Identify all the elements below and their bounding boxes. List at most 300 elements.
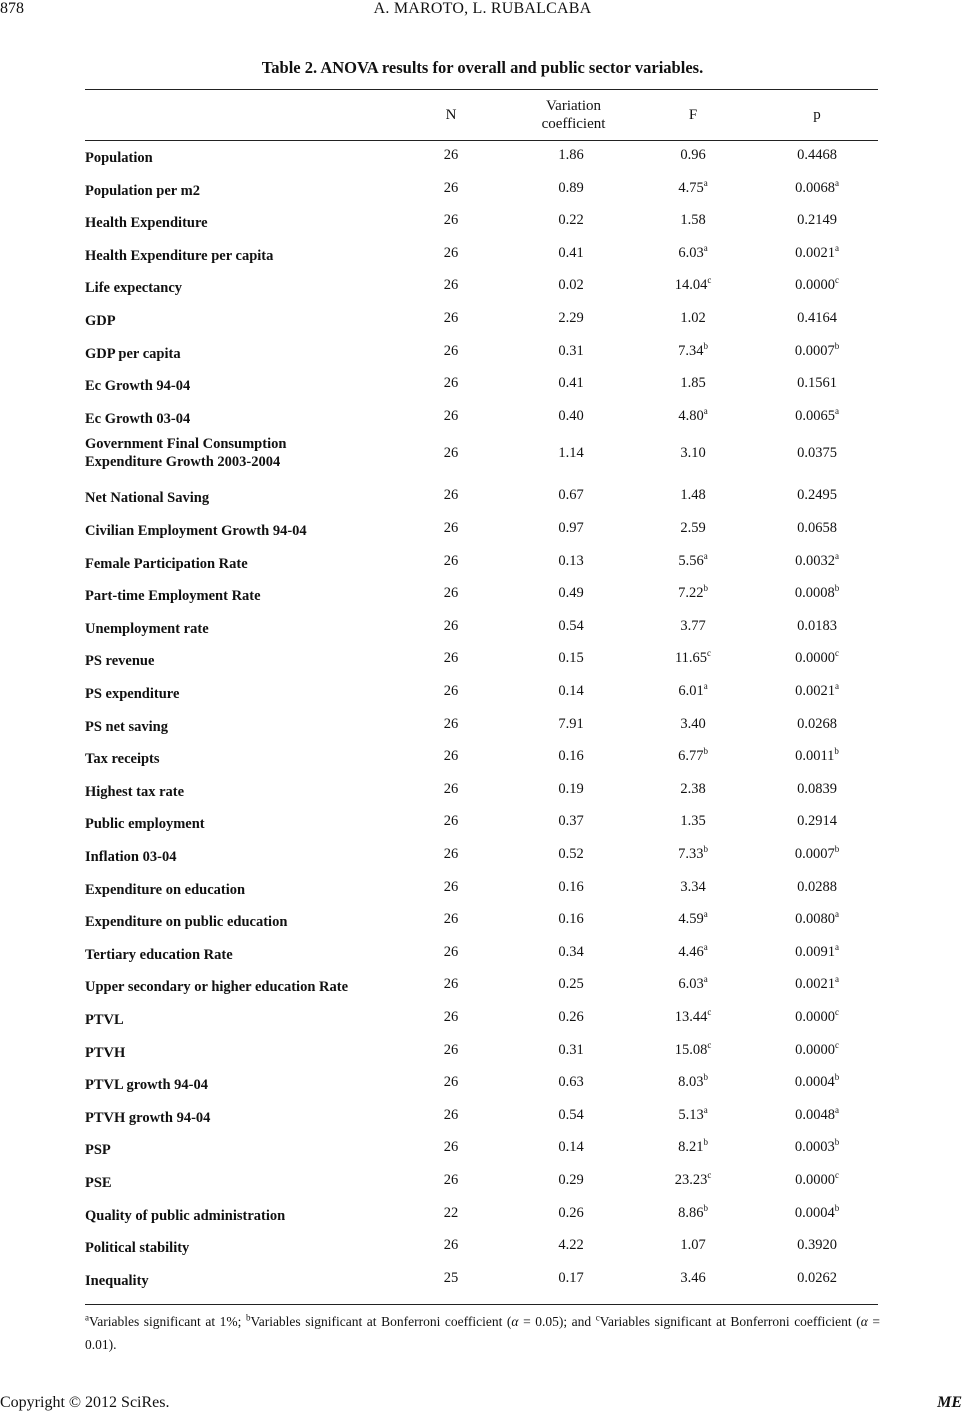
cell-p [782, 1236, 852, 1254]
cell-n-value: 26 [443, 1041, 459, 1058]
cell-variation-coefficient [536, 617, 606, 635]
cell-n-value: 25 [443, 1269, 459, 1286]
cell-f [658, 747, 728, 765]
significance-mark: a [834, 242, 839, 253]
significance-mark: b [703, 1072, 708, 1083]
significance-mark: a [834, 1104, 839, 1115]
significance-mark: c [707, 1039, 712, 1050]
cell-f [658, 486, 728, 504]
cell-variation-coefficient [536, 878, 606, 896]
cell-n-value: 26 [443, 683, 459, 699]
cell-p [782, 845, 852, 863]
significance-mark: c [834, 1170, 839, 1181]
row-label-line: Population [85, 150, 153, 166]
cell-variation-coefficient [536, 1106, 606, 1124]
cell-f-value: 3.46 [680, 1269, 706, 1286]
cell-variation-coefficient-value: 0.89 [558, 179, 584, 196]
row-label-line: Highest tax rate [85, 783, 185, 800]
row-label-line: Part-time Employment Rate [85, 588, 261, 605]
cell-f-value: 3.34 [680, 878, 706, 895]
significance-mark: b [703, 340, 708, 351]
cell-f-value: 3.40 [680, 715, 706, 732]
cell-n [416, 374, 486, 392]
cell-variation-coefficient-value: 0.29 [558, 1172, 584, 1188]
significance-mark: a [834, 681, 839, 692]
cell-n-value: 26 [443, 846, 459, 862]
cell-n-value: 26 [443, 1106, 459, 1123]
significance-mark: b [703, 1202, 708, 1213]
significance-mark: a [834, 177, 839, 188]
table-row [85, 1041, 878, 1071]
significance-mark: b [834, 1202, 840, 1213]
cell-variation-coefficient [536, 649, 606, 667]
cell-p-value: 0.0007 [794, 846, 835, 862]
cell-f [658, 1138, 728, 1156]
cell-variation-coefficient [536, 812, 606, 830]
cell-n-value: 26 [443, 212, 459, 229]
table-row [85, 1171, 878, 1201]
row-label [85, 1174, 112, 1192]
row-label-line: Population per m2 [85, 182, 200, 199]
cell-variation-coefficient [536, 1269, 606, 1287]
row-label-line: Health Expenditure per capita [85, 247, 274, 264]
cell-p-value: 0.0032 [795, 552, 835, 569]
cell-f [658, 878, 728, 896]
cell-variation-coefficient-value: 0.17 [558, 1269, 584, 1286]
cell-n [416, 1008, 486, 1026]
cell-n [416, 342, 486, 360]
row-label [85, 881, 245, 899]
table-row [85, 374, 878, 404]
significance-mark: a [703, 405, 708, 416]
cell-f-value: 1.02 [680, 310, 706, 326]
table-row [85, 649, 878, 679]
table-row [85, 552, 878, 582]
cell-variation-coefficient-value: 0.34 [558, 943, 584, 960]
row-label-line: Government Final Consumption [85, 436, 287, 453]
table-row [85, 584, 878, 614]
table-row [85, 943, 878, 973]
cell-p [782, 276, 852, 294]
cell-f-value: 2.59 [680, 520, 706, 536]
cell-p [782, 584, 852, 602]
cell-n-value: 26 [443, 585, 459, 602]
cell-variation-coefficient [536, 244, 606, 262]
row-label-line: PS net saving [85, 718, 168, 735]
cell-p-value: 0.1561 [797, 375, 837, 392]
cell-p [782, 943, 852, 961]
cell-variation-coefficient [536, 780, 606, 798]
significance-mark: b [834, 746, 839, 757]
cell-p-value: 0.2914 [797, 813, 837, 830]
row-label-line: Expenditure on education [85, 881, 246, 898]
cell-p [782, 1041, 852, 1059]
row-label [85, 182, 200, 200]
cell-f-value: 14.04 [674, 277, 708, 294]
cell-n-value: 26 [443, 943, 459, 960]
cell-variation-coefficient [536, 309, 606, 327]
cell-n-value: 26 [443, 179, 459, 196]
cell-f-value: 4.75 [678, 179, 704, 196]
table-row [85, 1269, 878, 1299]
cell-variation-coefficient [536, 486, 606, 504]
cell-variation-coefficient-value: 0.22 [558, 212, 584, 229]
cell-p-value: 0.0091 [795, 943, 835, 960]
cell-variation-coefficient [536, 1073, 606, 1091]
cell-variation-coefficient-value: 1.86 [558, 147, 584, 163]
cell-variation-coefficient [536, 943, 606, 961]
row-label-line: Public employment [85, 816, 205, 833]
row-label [85, 718, 168, 736]
table-row [85, 975, 878, 1005]
footnote-c-text: Variables significant at Bonferroni coefficient ( [599, 1314, 861, 1329]
cell-f [658, 812, 728, 830]
cell-f-value: 7.22 [678, 585, 704, 602]
cell-n [416, 1236, 486, 1254]
cell-p-value: 0.4164 [797, 310, 837, 326]
cell-variation-coefficient [536, 1171, 606, 1189]
cell-n-value: 26 [443, 342, 459, 359]
cell-p-value: 0.0658 [797, 520, 837, 536]
significance-mark: c [834, 1039, 839, 1050]
cell-n-value: 26 [443, 310, 459, 326]
cell-f [658, 1204, 728, 1222]
cell-p-value: 0.0011 [795, 748, 835, 765]
cell-n-value: 26 [443, 1074, 459, 1091]
row-label-line: PTVH [85, 1044, 126, 1061]
cell-f [658, 519, 728, 537]
cell-f [658, 649, 728, 667]
cell-f [658, 444, 728, 462]
cell-n [416, 780, 486, 798]
row-label-line: Net National Saving [85, 490, 210, 507]
cell-p-value: 0.0839 [797, 780, 837, 797]
row-label [85, 1076, 208, 1094]
cell-f-value: 6.03 [678, 976, 704, 993]
cell-p-value: 0.0000 [795, 650, 835, 667]
table-bottom-rule [85, 1304, 878, 1305]
significance-mark: c [834, 275, 839, 286]
cell-n [416, 179, 486, 197]
cell-p [782, 519, 852, 537]
row-label-line: Life expectancy [85, 280, 183, 297]
cell-n-value: 26 [443, 520, 459, 536]
row-label-line: Expenditure on public education [85, 914, 288, 931]
cell-p [782, 878, 852, 896]
cell-f-value: 8.21 [678, 1139, 704, 1156]
cell-p [782, 1073, 852, 1091]
row-label [85, 587, 261, 605]
cell-f [658, 342, 728, 360]
cell-f [658, 1008, 728, 1026]
cell-n [416, 519, 486, 537]
table-row [85, 812, 878, 842]
row-label-line: Unemployment rate [85, 620, 209, 637]
cell-f-value: 3.10 [680, 445, 706, 462]
cell-variation-coefficient [536, 1041, 606, 1059]
significance-mark: c [707, 275, 712, 286]
row-label [85, 489, 209, 507]
significance-mark: a [703, 550, 708, 561]
cell-f [658, 943, 728, 961]
cell-variation-coefficient-value: 0.67 [558, 487, 584, 504]
footnote-b-text: Variables significant at Bonferroni coefficient ( [250, 1314, 512, 1329]
cell-n [416, 407, 486, 425]
cell-p-value: 0.0183 [797, 617, 837, 634]
cell-f-value: 1.58 [680, 212, 706, 229]
row-label [85, 279, 182, 297]
cell-variation-coefficient-value: 0.16 [558, 878, 584, 895]
footnote-mark-b: b [245, 1312, 251, 1323]
cell-n [416, 486, 486, 504]
cell-variation-coefficient [536, 1138, 606, 1156]
cell-variation-coefficient-value: 2.29 [558, 310, 584, 326]
cell-n [416, 649, 486, 667]
row-label [85, 247, 273, 265]
cell-n [416, 146, 486, 164]
cell-f [658, 1041, 728, 1059]
cell-variation-coefficient [536, 211, 606, 229]
table-row [85, 747, 878, 777]
cell-variation-coefficient [536, 146, 606, 164]
cell-p [782, 407, 852, 425]
cell-f [658, 552, 728, 570]
row-label [85, 1109, 210, 1127]
table-row [85, 878, 878, 908]
alpha-symbol: α [860, 1314, 868, 1329]
cell-n-value: 26 [443, 407, 459, 424]
cell-p-value: 0.0288 [797, 878, 837, 895]
cell-n-value: 26 [443, 277, 459, 294]
cell-variation-coefficient-value: 0.02 [558, 277, 584, 294]
significance-mark: a [703, 941, 708, 952]
row-label [85, 913, 287, 931]
cell-n-value: 26 [443, 487, 459, 504]
table-row [85, 342, 878, 372]
cell-n [416, 747, 486, 765]
cell-p-value: 0.0007 [794, 342, 835, 359]
page-number: 878 [0, 0, 24, 17]
row-label [85, 978, 348, 996]
table-row [85, 780, 878, 810]
cell-variation-coefficient [536, 1236, 606, 1254]
cell-n-value: 26 [443, 1009, 459, 1025]
cell-variation-coefficient-value: 0.26 [558, 1009, 584, 1025]
table-row [85, 715, 878, 745]
cell-n [416, 244, 486, 262]
cell-variation-coefficient-value: 0.54 [558, 1106, 584, 1123]
significance-mark: a [834, 550, 839, 561]
significance-mark: a [834, 974, 839, 985]
cell-variation-coefficient [536, 374, 606, 392]
cell-p-value: 0.0068 [795, 179, 835, 196]
significance-mark: c [707, 648, 712, 659]
row-label [85, 1207, 285, 1225]
row-label-line: PS expenditure [85, 686, 180, 702]
row-label [85, 149, 153, 167]
cell-p [782, 715, 852, 733]
cell-f [658, 1106, 728, 1124]
cell-f-value: 1.35 [680, 813, 706, 830]
table-row [85, 309, 878, 339]
row-label [85, 410, 190, 428]
table-title: Table 2. ANOVA results for overall and public sector variables. [261, 58, 704, 77]
cell-n [416, 211, 486, 229]
cell-n [416, 584, 486, 602]
cell-f-value: 0.96 [680, 147, 706, 163]
header-cv-line1: Variation [546, 98, 601, 114]
cell-variation-coefficient [536, 276, 606, 294]
cell-n-value: 26 [443, 617, 459, 634]
row-label [85, 435, 286, 471]
significance-mark: a [834, 405, 839, 416]
cell-n [416, 910, 486, 928]
cell-f-value: 7.34 [678, 342, 704, 359]
table-row [85, 146, 878, 176]
cell-f-value: 6.77 [678, 748, 704, 765]
cell-p [782, 179, 852, 197]
cell-p-value: 0.0268 [797, 715, 837, 732]
row-label [85, 848, 176, 866]
running-head: A. MAROTO, L. RUBALCABA [373, 0, 592, 17]
cell-p-value: 0.0080 [795, 911, 835, 928]
cell-n [416, 1171, 486, 1189]
cell-f-value: 1.85 [680, 375, 706, 392]
cell-n [416, 1073, 486, 1091]
significance-mark: b [703, 583, 708, 594]
cell-f-value: 5.13 [678, 1106, 704, 1123]
row-label [85, 783, 184, 801]
cell-f-value: 23.23 [674, 1172, 708, 1188]
row-label-line: GDP per capita [85, 345, 181, 362]
cell-variation-coefficient-value: 0.16 [558, 911, 584, 928]
cell-variation-coefficient [536, 715, 606, 733]
row-label-line: PSP [85, 1142, 111, 1159]
table-row [85, 276, 878, 306]
cell-variation-coefficient-value: 0.31 [558, 342, 584, 359]
row-label-line: PTVL [85, 1012, 124, 1028]
cell-p [782, 1008, 852, 1026]
cell-p [782, 649, 852, 667]
cell-n-value: 26 [443, 813, 459, 830]
cell-f-value: 8.86 [678, 1204, 704, 1221]
row-label-line: Ec Growth 94-04 [85, 378, 191, 395]
cell-p [782, 747, 852, 765]
cell-n [416, 975, 486, 993]
row-label-line: Health Expenditure [85, 215, 208, 232]
significance-mark: c [834, 648, 839, 659]
row-label [85, 620, 209, 638]
significance-mark: b [703, 1137, 708, 1148]
cell-f-value: 4.80 [678, 407, 704, 424]
row-label [85, 377, 190, 395]
cell-n [416, 682, 486, 700]
table-top-rule [85, 89, 878, 90]
cell-n [416, 1138, 486, 1156]
cell-f [658, 845, 728, 863]
row-label [85, 1239, 189, 1257]
cell-p-value: 0.0004 [794, 1074, 835, 1091]
cell-variation-coefficient-value: 0.14 [558, 1139, 584, 1156]
cell-f [658, 211, 728, 229]
cell-p-value: 0.0021 [795, 244, 835, 261]
significance-mark: b [834, 1137, 840, 1148]
cell-variation-coefficient [536, 342, 606, 360]
cell-n-value: 26 [443, 715, 459, 732]
table-row [85, 1073, 878, 1103]
cell-f-value: 7.33 [678, 846, 704, 862]
cell-variation-coefficient-value: 0.37 [558, 813, 584, 830]
cell-f-value: 13.44 [674, 1009, 708, 1025]
cell-f [658, 146, 728, 164]
cell-p [782, 682, 852, 700]
cell-variation-coefficient-value: 0.40 [558, 407, 584, 424]
cell-variation-coefficient [536, 519, 606, 537]
row-label-line: Political stability [85, 1240, 190, 1257]
cell-n [416, 617, 486, 635]
table-row [85, 519, 878, 549]
cell-p [782, 211, 852, 229]
footnote-mark-a: a [85, 1312, 89, 1323]
cell-variation-coefficient-value: 0.41 [558, 244, 584, 261]
cell-variation-coefficient [536, 1008, 606, 1026]
row-label [85, 750, 160, 768]
cell-variation-coefficient-value: 0.19 [558, 780, 584, 797]
cell-n-value: 26 [443, 878, 459, 895]
cell-p-value: 0.0021 [795, 976, 835, 993]
row-label-line: GDP [85, 313, 116, 329]
cell-p [782, 486, 852, 504]
cell-n [416, 276, 486, 294]
cell-variation-coefficient-value: 0.26 [558, 1204, 584, 1221]
table-row [85, 244, 878, 274]
cell-variation-coefficient-value: 0.52 [558, 846, 584, 862]
cell-p [782, 244, 852, 262]
cell-variation-coefficient-value: 0.15 [558, 650, 584, 667]
cell-variation-coefficient [536, 179, 606, 197]
cell-variation-coefficient-value: 4.22 [558, 1237, 584, 1254]
table-row [85, 1204, 878, 1234]
cell-f-value: 8.03 [678, 1074, 704, 1091]
significance-mark: a [703, 974, 708, 985]
cell-f-value: 2.38 [680, 780, 706, 797]
cell-f [658, 1269, 728, 1287]
cell-p [782, 1106, 852, 1124]
cell-f [658, 584, 728, 602]
row-label-line: PTVL growth 94-04 [85, 1077, 208, 1094]
cell-n-value: 26 [443, 244, 459, 261]
significance-mark: b [703, 746, 708, 757]
cell-p-value: 0.0003 [794, 1139, 835, 1156]
cell-n-value: 26 [443, 911, 459, 928]
significance-mark: a [703, 909, 708, 920]
cell-f-value: 4.46 [678, 943, 704, 960]
cell-n-value: 26 [443, 147, 459, 163]
cell-n [416, 1204, 486, 1222]
significance-mark: c [707, 1170, 712, 1181]
cell-p-value: 0.4468 [797, 147, 837, 163]
cell-variation-coefficient-value: 0.54 [558, 617, 584, 634]
cell-n [416, 812, 486, 830]
alpha-symbol: α [511, 1314, 519, 1329]
row-label [85, 312, 116, 330]
header-n: N [445, 107, 457, 123]
cell-variation-coefficient-value: 1.14 [558, 445, 584, 462]
cell-p [782, 910, 852, 928]
cell-p [782, 374, 852, 392]
cell-p [782, 1204, 852, 1222]
cell-variation-coefficient-value: 0.25 [558, 976, 584, 993]
